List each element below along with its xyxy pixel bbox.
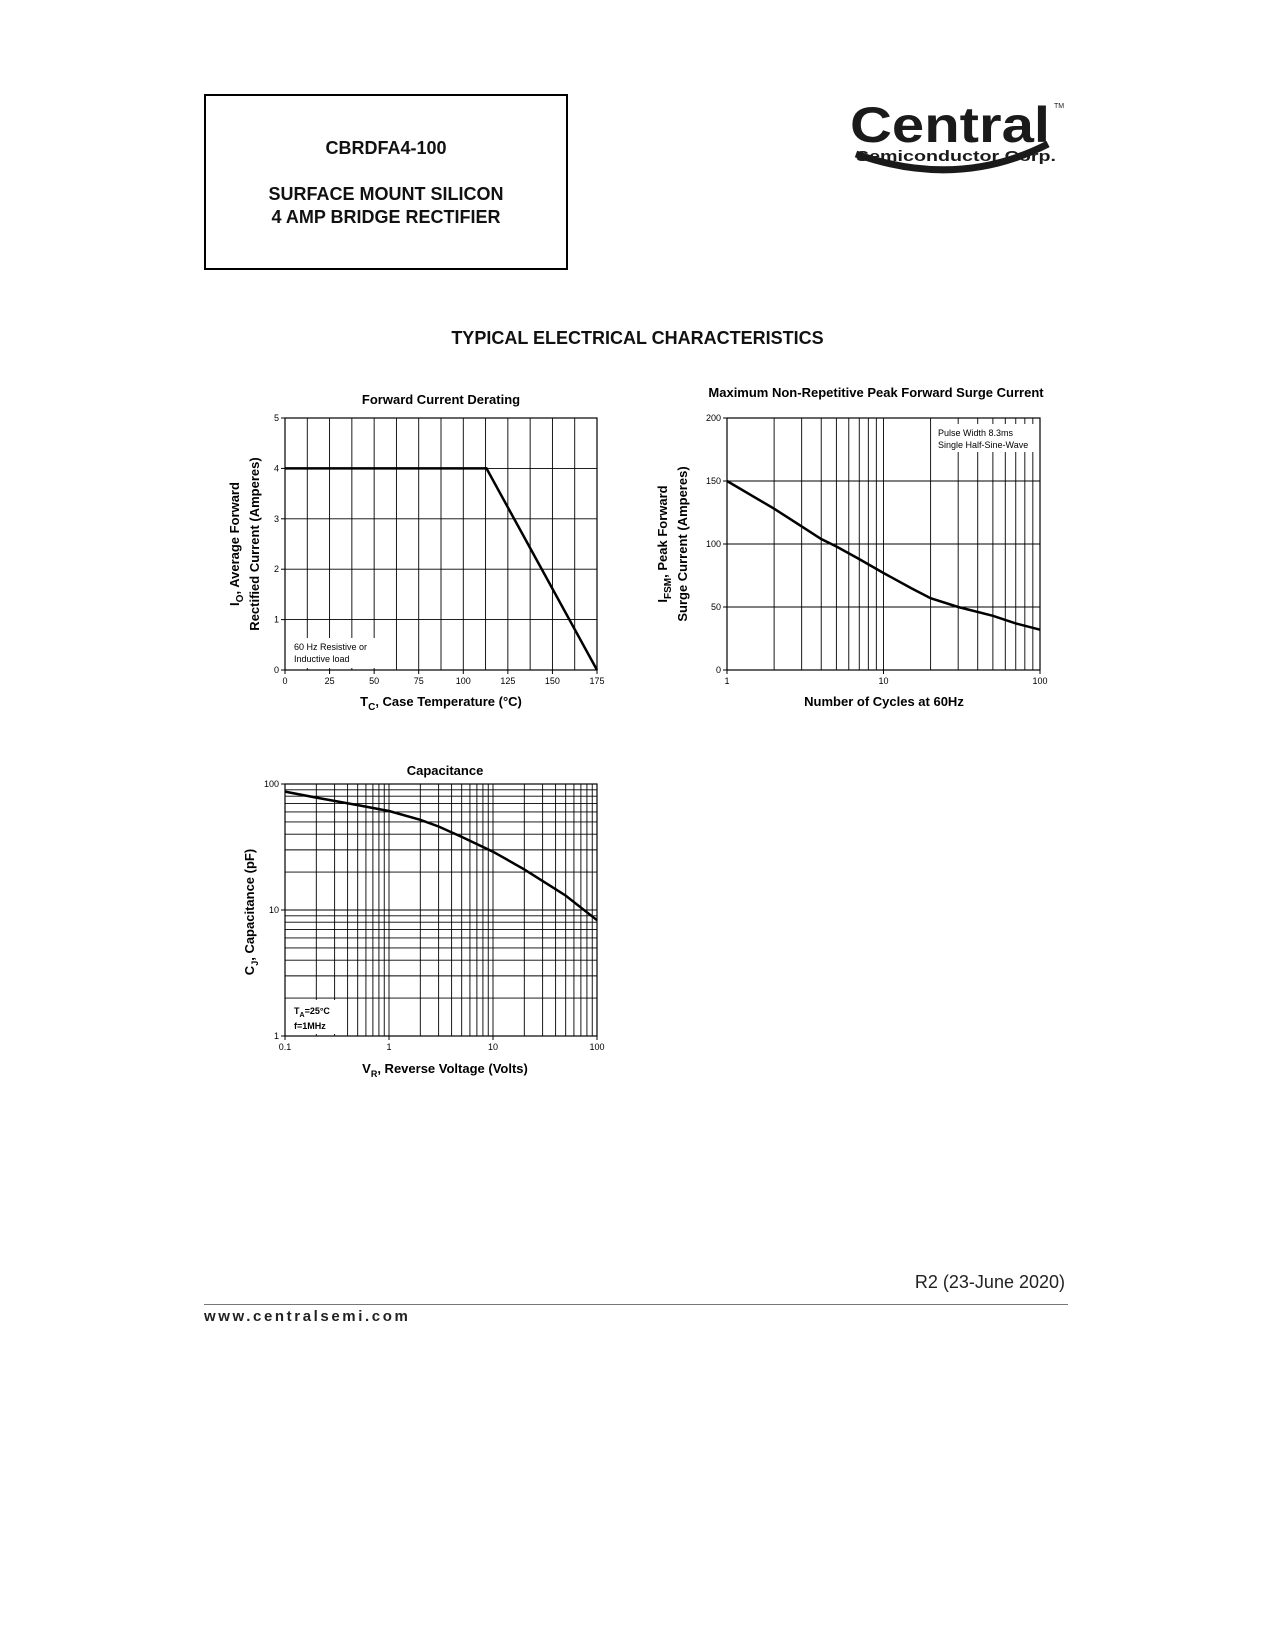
c1-note-line2: Inductive load [294, 654, 350, 664]
c1-y-tick-label: 1 [273, 614, 279, 625]
c1-y-label-line2: Rectified Current (Amperes) [247, 457, 262, 631]
c1-x-tick-label: 175 [589, 676, 605, 686]
c1-x-tick-label: 0 [282, 676, 288, 686]
c1-x-label: $T_C$, Case Temperature (°C) [360, 694, 522, 713]
logo-brand: Central [850, 97, 1050, 153]
c2-y-tick-label: 200 [705, 413, 721, 423]
c1-x-tick-label: 25 [324, 676, 335, 686]
c1-title: Forward Current Derating [361, 392, 521, 407]
c1-x-tick-label: 150 [544, 676, 560, 686]
logo-trademark: TM [1054, 103, 1065, 110]
c2-x-label: Number of Cycles at 60Hz [804, 694, 964, 709]
c3-title: Capacitance [406, 763, 484, 778]
c2-y-tick-label: 50 [710, 602, 721, 612]
c1-x-tick-label: 75 [413, 676, 424, 686]
c2-y-label-line2: Surge Current (Amperes) [675, 466, 690, 622]
c2-y-label-line1: $I_{FSM}$, Peak Forward [655, 485, 674, 603]
c3-x-label: $V_R$, Reverse Voltage (Volts) [362, 1061, 528, 1079]
revision-label: R2 (23-June 2020) [914, 1272, 1065, 1292]
c1-x-tick-label: 125 [500, 676, 516, 686]
c1-y-tick-label: 4 [273, 463, 279, 474]
c2-x-tick-label: 100 [1032, 676, 1048, 686]
c2-title: Maximum Non-Repetitive Peak Forward Surge Current [708, 385, 1044, 400]
c2-x-tick-label: 1 [724, 676, 730, 686]
footer-rule [204, 1304, 1068, 1305]
c1-note-line1: 60 Hz Resistive or [294, 642, 368, 652]
part-number: CBRDFA4-100 [325, 138, 447, 158]
c3-x-tick-label: 100 [589, 1042, 605, 1052]
c2-y-tick-label: 0 [715, 665, 721, 675]
c3-x-tick-label: 10 [487, 1042, 499, 1052]
website-url: www.centralsemi.com [204, 1308, 411, 1325]
section-title: TYPICAL ELECTRICAL CHARACTERISTICS [451, 328, 824, 348]
c1-y-label-line1: $I_O$, Average Forward [227, 482, 246, 606]
c1-y-tick-label: 3 [273, 513, 279, 524]
c2-note-line2: Single Half-Sine-Wave [938, 440, 1029, 450]
c2-y-tick-label: 150 [705, 476, 721, 486]
c3-note-line2: f=1MHz [294, 1021, 326, 1031]
c3-x-tick-label: 1 [386, 1042, 392, 1052]
c3-y-tick-label: 10 [268, 905, 279, 915]
c1-y-tick-label: 5 [273, 413, 279, 423]
c3-note-line1: $T_A=25^\circ C$ [294, 1006, 330, 1019]
c3-series-line [285, 792, 597, 921]
c1-x-tick-label: 50 [369, 676, 380, 686]
c3-x-tick-label: 0.1 [278, 1042, 292, 1052]
logo-tagline: Semiconductor Corp. [856, 148, 1056, 165]
c3-y-label: $C_J$, Capacitance (pF) [242, 848, 260, 976]
c1-y-tick-label: 0 [273, 665, 279, 675]
description-line-1: SURFACE MOUNT SILICON [268, 184, 504, 204]
c2-y-tick-label: 100 [705, 539, 721, 549]
c1-x-tick-label: 100 [455, 676, 471, 686]
c3-y-tick-label: 100 [263, 779, 279, 789]
c3-gridlines [285, 784, 597, 1036]
c3-y-tick-label: 1 [273, 1031, 279, 1041]
description-line-2: 4 AMP BRIDGE RECTIFIER [271, 207, 501, 227]
c2-x-tick-label: 10 [878, 676, 889, 686]
c2-note-line1: Pulse Width 8.3ms [938, 428, 1014, 438]
c1-y-tick-label: 2 [273, 564, 279, 575]
